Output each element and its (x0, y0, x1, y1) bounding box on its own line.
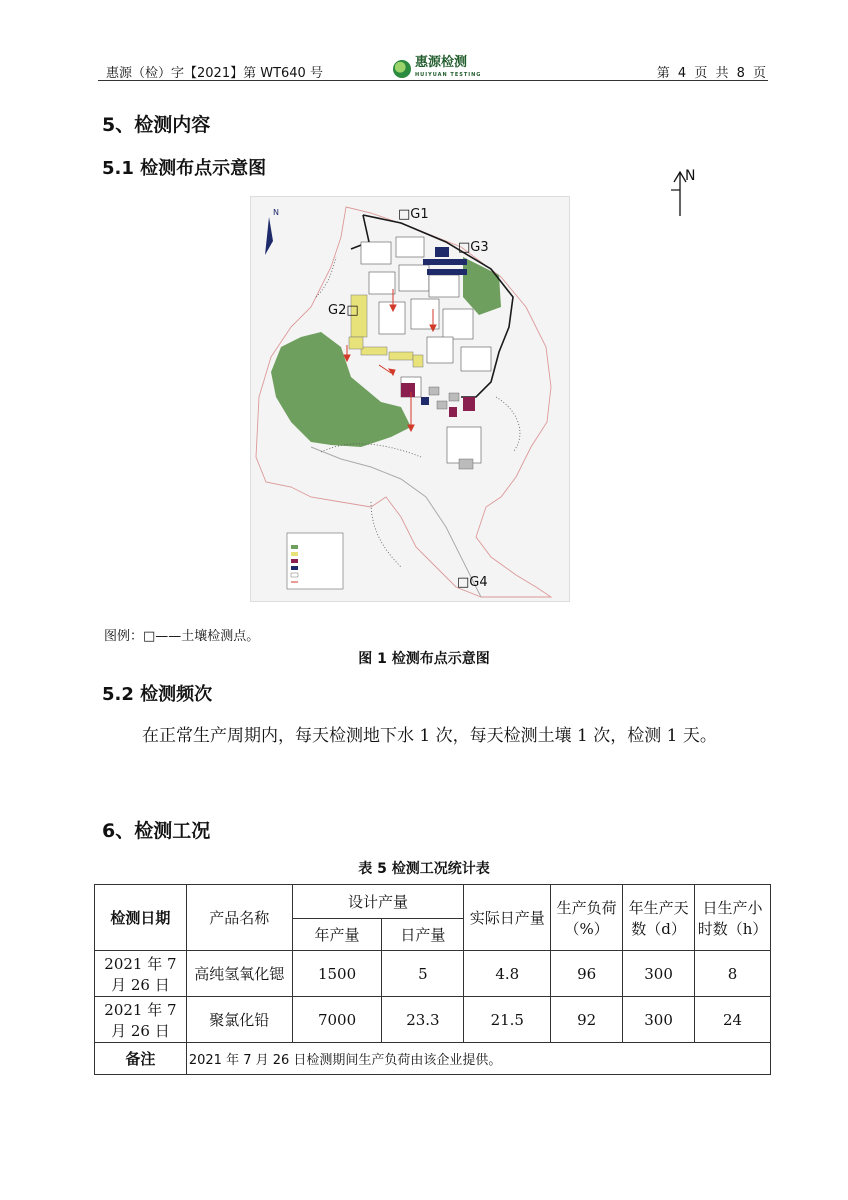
working-condition-table (94, 884, 771, 1075)
remark-label: 备注 (95, 1043, 187, 1075)
frequency-paragraph: 在正常生产周期内，每天检测地下水 1 次，每天检测土壤 1 次，检测 1 天。 (142, 726, 717, 746)
report-number: 惠源（检）字【2021】第 WT640 号 (106, 66, 323, 81)
header-daily-output: 日产量 (382, 919, 464, 951)
sampling-point-g2: G2□ (328, 303, 359, 318)
sampling-point-g1: □G1 (398, 207, 429, 222)
header-annual-output: 年产量 (292, 919, 382, 951)
section-6-title: 6、检测工况 (102, 820, 211, 842)
header-load: 生产负荷（%） (551, 885, 623, 951)
logo-icon (393, 60, 411, 78)
svg-text:N: N (273, 208, 279, 217)
header-actual-daily: 实际日产量 (464, 885, 551, 951)
row-actual: 21.5 (464, 997, 551, 1043)
row-product: 高纯氢氧化锶 (186, 951, 292, 997)
row-product: 聚氯化铅 (186, 997, 292, 1043)
figure-caption: 图 1 检测布点示意图 (358, 651, 490, 667)
header-design-output: 设计产量 (292, 885, 464, 919)
section-5-title: 5、检测内容 (102, 114, 211, 136)
row-annual: 1500 (292, 951, 382, 997)
header-daily-hours: 日生产小时数（h） (695, 885, 771, 951)
row-actual: 4.8 (464, 951, 551, 997)
table-row (95, 951, 771, 997)
company-logo (393, 57, 481, 81)
table-row (95, 997, 771, 1043)
row-date: 2021 年 7 月 26 日 (95, 997, 187, 1043)
row-date: 2021 年 7 月 26 日 (95, 951, 187, 997)
row-days: 300 (623, 951, 695, 997)
header-divider (98, 80, 768, 81)
table-caption: 表 5 检测工况统计表 (358, 861, 490, 877)
north-arrow-icon (668, 166, 698, 218)
header-product: 产品名称 (186, 885, 292, 951)
row-load: 92 (551, 997, 623, 1043)
sampling-point-g3: □G3 (458, 240, 489, 255)
section-5-2-title: 5.2 检测频次 (102, 684, 213, 705)
row-daily: 23.3 (382, 997, 464, 1043)
row-days: 300 (623, 997, 695, 1043)
header-date: 检测日期 (95, 885, 187, 951)
remark-text: 2021 年 7 月 26 日检测期间生产负荷由该企业提供。 (186, 1043, 770, 1075)
header-annual-days: 年生产天数（d） (623, 885, 695, 951)
row-daily: 5 (382, 951, 464, 997)
page-info: 第 4 页 共 8 页 (656, 66, 768, 81)
logo-text: 惠源检测 (415, 55, 468, 70)
logo-subtext: HUIYUAN TESTING (415, 72, 482, 78)
sampling-point-g4: □G4 (457, 575, 488, 590)
row-load: 96 (551, 951, 623, 997)
legend-note: 图例：□——土壤检测点。 (104, 629, 260, 644)
site-map-figure (250, 196, 570, 602)
row-hours: 24 (695, 997, 771, 1043)
north-label: N (685, 168, 696, 184)
row-annual: 7000 (292, 997, 382, 1043)
section-5-1-title: 5.1 检测布点示意图 (102, 158, 267, 179)
row-hours: 8 (695, 951, 771, 997)
site-map-image (251, 197, 569, 601)
